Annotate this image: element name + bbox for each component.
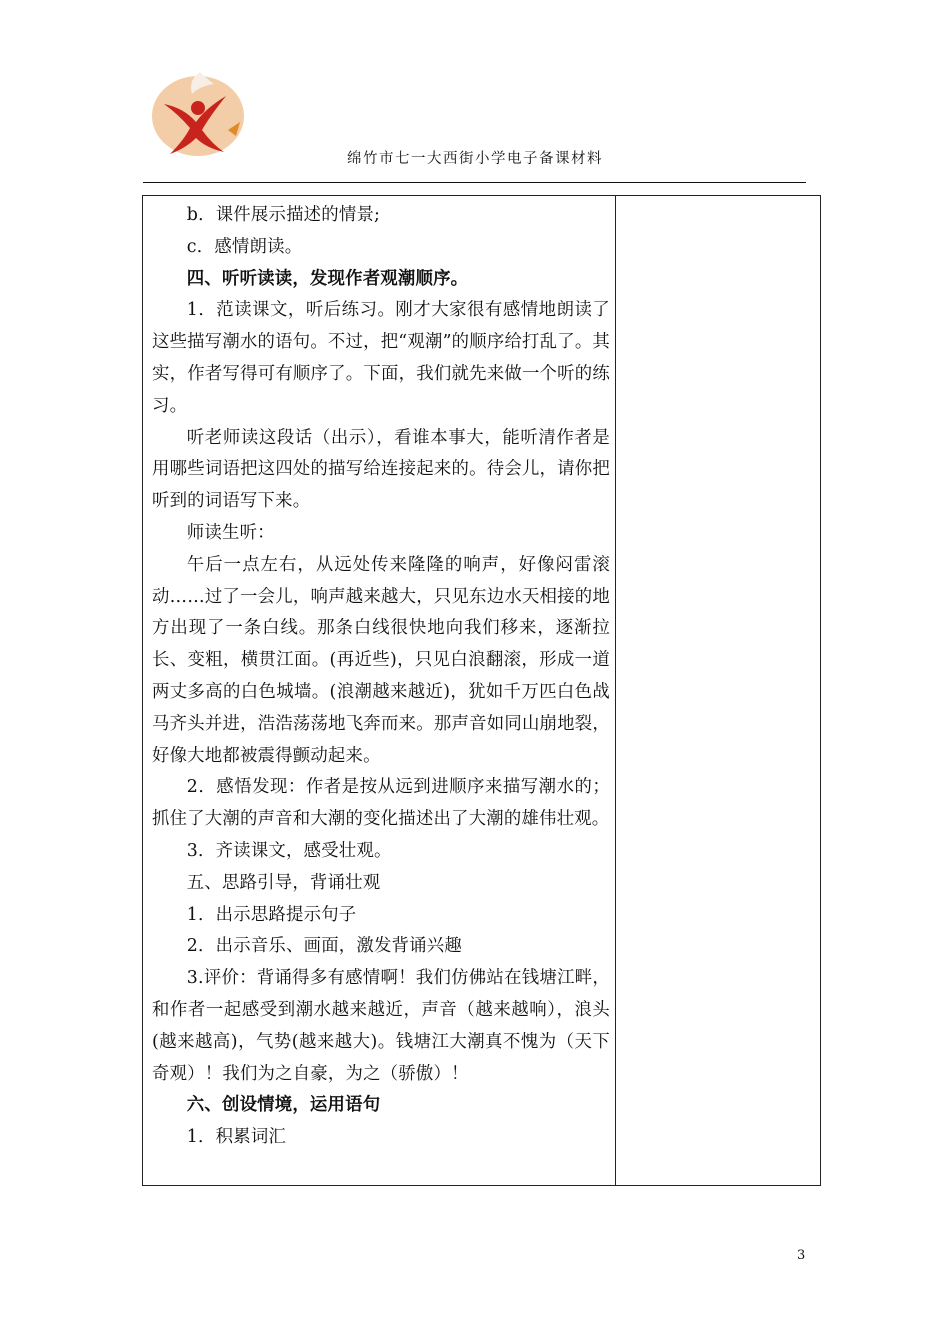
paragraph: c．感情朗读。 <box>186 236 303 257</box>
paragraph: 师读生听： <box>186 522 275 543</box>
section-heading: 四、听听读读，发现作者观潮顺序。 <box>186 268 469 289</box>
paragraph: 午后一点左右，从远处传来隆隆的响声，好像闷雷滚动……过了一会儿，响声越来越大，只见东边水天相接的地方出现了一条白线。那条白线很快地向我们移来，逐渐拉长、变粗，横贯江面。(再近些)，只见白浪翻滚，形成一道两丈多高的白色城墙。(浪潮越来越近)，犹如千万匹白色战马齐头并进，浩浩荡荡地飞奔而来。那声音如同山崩地裂，好像大地都被震得颤动起来。 <box>152 554 610 766</box>
paragraph: b．课件展示描述的情景; <box>186 205 381 225</box>
paragraph: 1．积累词汇 <box>186 1127 287 1148</box>
notes-cell <box>616 195 821 1186</box>
paragraph: 3．齐读课文，感受壮观。 <box>186 840 392 861</box>
lesson-content <box>152 200 610 1154</box>
paragraph: 2．感悟发现：作者是按从远到进顺序来描写潮水的；抓住了大潮的声音和大潮的变化描述出了大潮的雄伟壮观。 <box>152 777 610 830</box>
paragraph: 1．出示思路提示句子 <box>186 904 357 925</box>
section-heading: 六、创设情境，运用语句 <box>186 1095 381 1116</box>
paragraph: 3.评价：背诵得多有感情啊！我们仿佛站在钱塘江畔，和作者一起感受到潮水越来越近，声音（越来越响），浪头(越来越高)，气势(越来越大)。钱塘江大潮真不愧为（天下奇观）！我们为之自豪，为之（骄傲）！ <box>152 968 610 1084</box>
logo-head <box>191 101 205 115</box>
section-heading: 五、思路引导，背诵壮观 <box>186 872 381 893</box>
paragraph: 1．范读课文，听后练习。刚才大家很有感情地朗读了这些描写潮水的语句。不过，把“观潮”的顺序给打乱了。其实，作者写得可有顺序了。下面，我们就先来做一个听的练习。 <box>152 300 610 416</box>
page-number: 3 <box>797 1248 806 1263</box>
school-logo <box>140 64 252 158</box>
paragraph: 2．出示音乐、画面，激发背诵兴趣 <box>186 936 462 957</box>
school-name: 绵竹市七一大西街小学电子备课材料 <box>347 151 603 167</box>
paragraph: 听老师读这段话（出示），看谁本事大，能听清作者是用哪些词语把这四处的描写给连接起来的。待会儿，请你把听到的词语写下来。 <box>152 427 610 512</box>
header-divider <box>143 182 806 183</box>
